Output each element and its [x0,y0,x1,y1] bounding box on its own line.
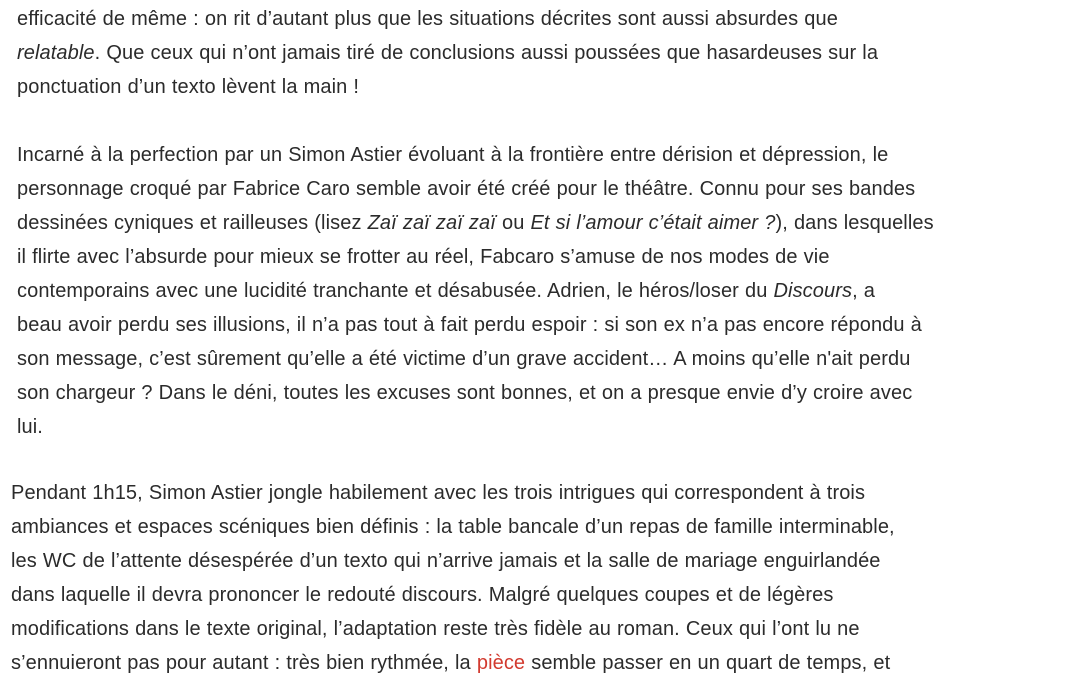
text-line [11,646,1059,675]
text-span: ), dans lesquelles [775,212,934,234]
text-line: modifications dans le texte original, l’adaptation reste très fidèle au roman. Ceux qui l’ont lu ne [11,618,860,640]
text-span: dessinées cyniques et railleuses (lisez [17,212,368,234]
text-line: dans laquelle il devra prononcer le redouté discours. Malgré quelques coupes et de légères [11,584,834,606]
text-line [17,206,1057,240]
italic-term: relatable [17,42,95,64]
text-line: efficacité de même : on rit d’autant plus que les situations décrites sont aussi absurdes que [17,8,838,30]
text-span: s’ennuieront pas pour autant : très bien rythmée, la [11,652,477,674]
paragraph-2 [17,138,1057,444]
text-line: son message, c’est sûrement qu’elle a été victime d’un grave accident… A moins qu’elle n'ait perdu [17,348,911,370]
text-line: ponctuation d’un texto lèvent la main ! [17,76,360,98]
paragraph-3 [11,476,1059,675]
text-line: lui. [17,416,43,438]
italic-title: Et si l’amour c’était aimer ? [530,212,776,234]
text-line: les WC de l’attente désespérée d’un texto qui n’arrive jamais et la salle de mariage enguirlandée [11,550,881,572]
text-line: son chargeur ? Dans le déni, toutes les excuses sont bonnes, et on a presque envie d’y croire avec [17,382,913,404]
text-span: semble passer en un quart de temps, et [525,652,891,674]
text-line: personnage croqué par Fabrice Caro semble avoir été créé pour le théâtre. Connu pour ses bandes [17,178,916,200]
text-span: ou [495,212,531,234]
text-line: Incarné à la perfection par un Simon Astier évoluant à la frontière entre dérision et dépression, le [17,144,889,166]
piece-link[interactable]: pièce [476,652,526,674]
text-line: ambiances et espaces scéniques bien définis : la table bancale d’un repas de famille interminable, [11,516,895,538]
text-line [17,36,1057,70]
italic-title: Zaï zaï zaï zaï [367,212,496,234]
text-line: il flirte avec l’absurde pour mieux se frotter au réel, Fabcaro s’amuse de nos modes de vie [17,246,830,268]
text-line [17,274,1057,308]
paragraph-1 [17,2,1057,104]
italic-title: Discours [773,280,853,302]
text-line: beau avoir perdu ses illusions, il n’a pas tout à fait perdu espoir : si son ex n’a pas encore répondu à [17,314,922,336]
text-span: , a [852,280,876,302]
text-span: contemporains avec une lucidité tranchante et désabusée. Adrien, le héros/loser du [17,280,774,302]
text-line: Pendant 1h15, Simon Astier jongle habilement avec les trois intrigues qui correspondent à trois [11,482,866,504]
text-span: . Que ceux qui n’ont jamais tiré de conclusions aussi poussées que hasardeuses sur la [94,42,879,64]
